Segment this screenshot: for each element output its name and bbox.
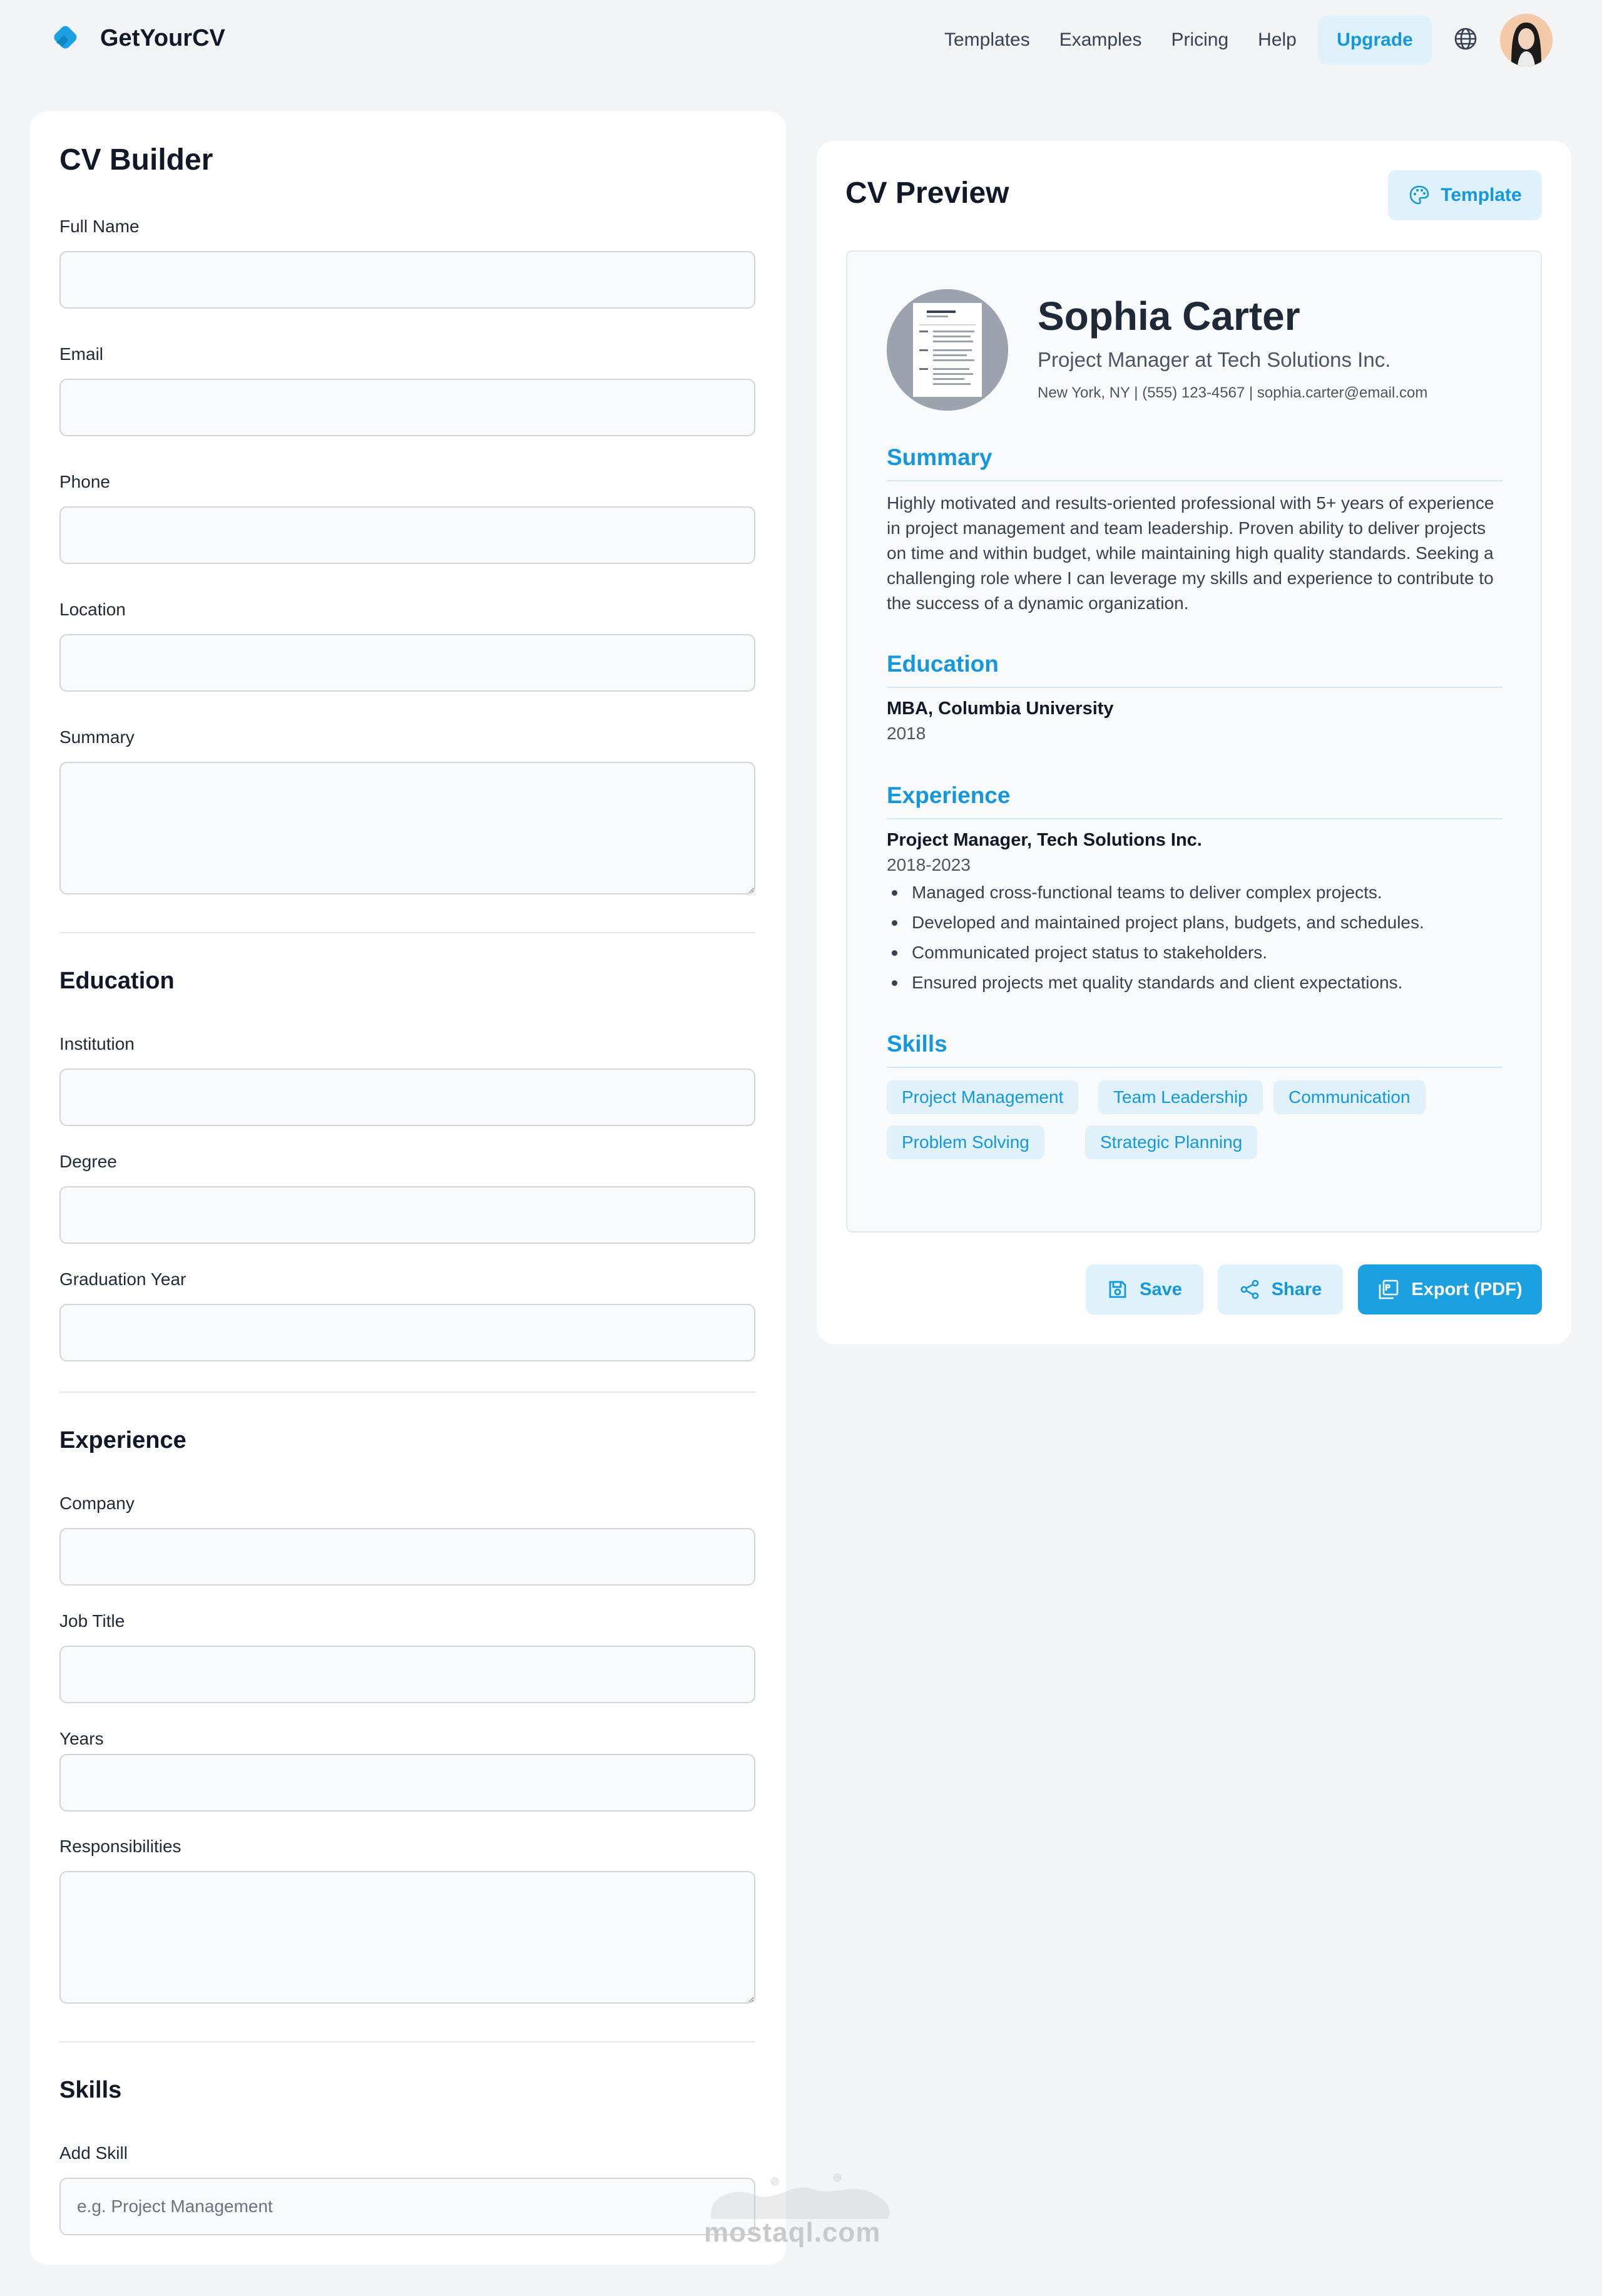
cv-education-heading: Education <box>887 651 999 677</box>
cv-role: Project Manager at Tech Solutions Inc. <box>1038 348 1391 371</box>
list-item: Managed cross-functional teams to deliver complex projects. <box>887 878 1424 908</box>
company-input[interactable] <box>59 1528 755 1586</box>
degree-label: Degree <box>59 1152 117 1171</box>
skill-chip: Problem Solving <box>887 1125 1044 1159</box>
cv-preview-panel <box>817 141 1571 1344</box>
skills-heading: Skills <box>59 2077 122 2103</box>
export-pdf-button-label: Export (PDF) <box>1411 1279 1523 1299</box>
share-button-label: Share <box>1271 1279 1322 1299</box>
top-navigation-bar <box>0 0 1602 80</box>
pdf-file-icon <box>1377 1278 1400 1301</box>
location-label: Location <box>59 600 126 619</box>
nav-link-help[interactable]: Help <box>1258 29 1297 50</box>
summary-label: Summary <box>59 727 135 747</box>
share-button[interactable] <box>1218 1264 1343 1315</box>
cv-name: Sophia Carter <box>1038 294 1300 339</box>
upgrade-button[interactable]: Upgrade <box>1318 16 1432 64</box>
list-item: Communicated project status to stakeholders. <box>887 938 1424 968</box>
main-nav <box>944 26 1326 54</box>
experience-heading: Experience <box>59 1427 186 1453</box>
responsibilities-textarea[interactable] <box>59 1871 755 2004</box>
resume-thumbnail-icon <box>887 289 1008 411</box>
watermark-text: mostaql.com <box>704 2217 881 2248</box>
export-pdf-button[interactable] <box>1358 1264 1542 1315</box>
section-divider <box>59 2041 755 2042</box>
cv-experience-title: Project Manager, Tech Solutions Inc. <box>887 830 1202 850</box>
cv-contact: New York, NY | (555) 123-4567 | sophia.carter@email.com <box>1038 384 1428 401</box>
skill-chip: Communication <box>1273 1080 1426 1114</box>
nav-link-pricing[interactable]: Pricing <box>1171 29 1229 50</box>
nav-link-templates[interactable]: Templates <box>944 29 1030 50</box>
degree-input[interactable] <box>59 1186 755 1244</box>
cv-section-rule <box>887 1067 1503 1068</box>
cv-experience-years: 2018-2023 <box>887 855 971 874</box>
cv-builder-panel <box>30 111 786 2265</box>
location-input[interactable] <box>59 634 755 692</box>
save-icon <box>1107 1279 1128 1300</box>
cv-section-rule <box>887 687 1503 688</box>
phone-label: Phone <box>59 472 110 491</box>
email-label: Email <box>59 344 104 364</box>
template-button[interactable] <box>1388 170 1542 220</box>
cv-profile-photo <box>887 289 1008 411</box>
graduation-year-label: Graduation Year <box>59 1269 186 1289</box>
job-title-label: Job Title <box>59 1611 125 1631</box>
years-label: Years <box>59 1729 104 1748</box>
cv-builder-title: CV Builder <box>59 143 213 177</box>
cv-education-degree: MBA, Columbia University <box>887 699 1114 719</box>
cv-experience-bullets <box>887 878 1424 998</box>
job-title-input[interactable] <box>59 1646 755 1703</box>
cv-summary-text: Highly motivated and results-oriented professional with 5+ years of experience in project management and team leadership. Proven ability to deliver projects on time and within budget, while maintaining high quality standards. Seeking a challenging role where I can leverage my skills and experience to contribute to the success of a dynamic organization. <box>887 493 1494 613</box>
add-skill-label: Add Skill <box>59 2143 128 2163</box>
full-name-input[interactable] <box>59 251 755 309</box>
globe-icon[interactable] <box>1453 26 1478 51</box>
palette-icon <box>1408 184 1431 207</box>
skill-chip: Strategic Planning <box>1085 1125 1257 1159</box>
section-divider <box>59 932 755 933</box>
save-button-label: Save <box>1140 1279 1182 1299</box>
full-name-label: Full Name <box>59 217 140 236</box>
phone-input[interactable] <box>59 506 755 564</box>
skill-chip: Team Leadership <box>1098 1080 1263 1114</box>
user-portrait-icon <box>1500 14 1553 66</box>
brand[interactable] <box>49 23 225 54</box>
list-item: Developed and maintained project plans, budgets, and schedules. <box>887 908 1424 938</box>
share-icon <box>1239 1279 1260 1300</box>
cv-section-rule <box>887 818 1503 819</box>
cv-experience-heading: Experience <box>887 782 1011 808</box>
nav-link-examples[interactable]: Examples <box>1059 29 1142 50</box>
responsibilities-label: Responsibilities <box>59 1837 181 1856</box>
list-item: Ensured projects met quality standards and client expectations. <box>887 968 1424 998</box>
brand-name: GetYourCV <box>100 24 225 51</box>
cv-summary-heading: Summary <box>887 444 992 470</box>
cv-section-rule <box>887 480 1503 481</box>
save-button[interactable] <box>1086 1264 1203 1315</box>
institution-label: Institution <box>59 1034 135 1053</box>
add-skill-input[interactable] <box>59 2178 755 2235</box>
cv-preview-title: CV Preview <box>845 177 1009 210</box>
institution-input[interactable] <box>59 1069 755 1126</box>
skill-chip: Project Management <box>887 1080 1078 1114</box>
education-heading: Education <box>59 968 175 994</box>
section-divider <box>59 1391 755 1393</box>
years-input[interactable] <box>59 1754 755 1812</box>
cv-document <box>846 250 1542 1233</box>
summary-textarea[interactable] <box>59 762 755 894</box>
graduation-year-input[interactable] <box>59 1304 755 1361</box>
user-avatar[interactable] <box>1500 14 1553 66</box>
company-label: Company <box>59 1494 135 1513</box>
cv-skills-heading: Skills <box>887 1031 947 1057</box>
email-input[interactable] <box>59 379 755 436</box>
cv-education-year: 2018 <box>887 724 926 743</box>
template-button-label: Template <box>1441 185 1522 205</box>
brand-logo-icon <box>49 23 80 54</box>
